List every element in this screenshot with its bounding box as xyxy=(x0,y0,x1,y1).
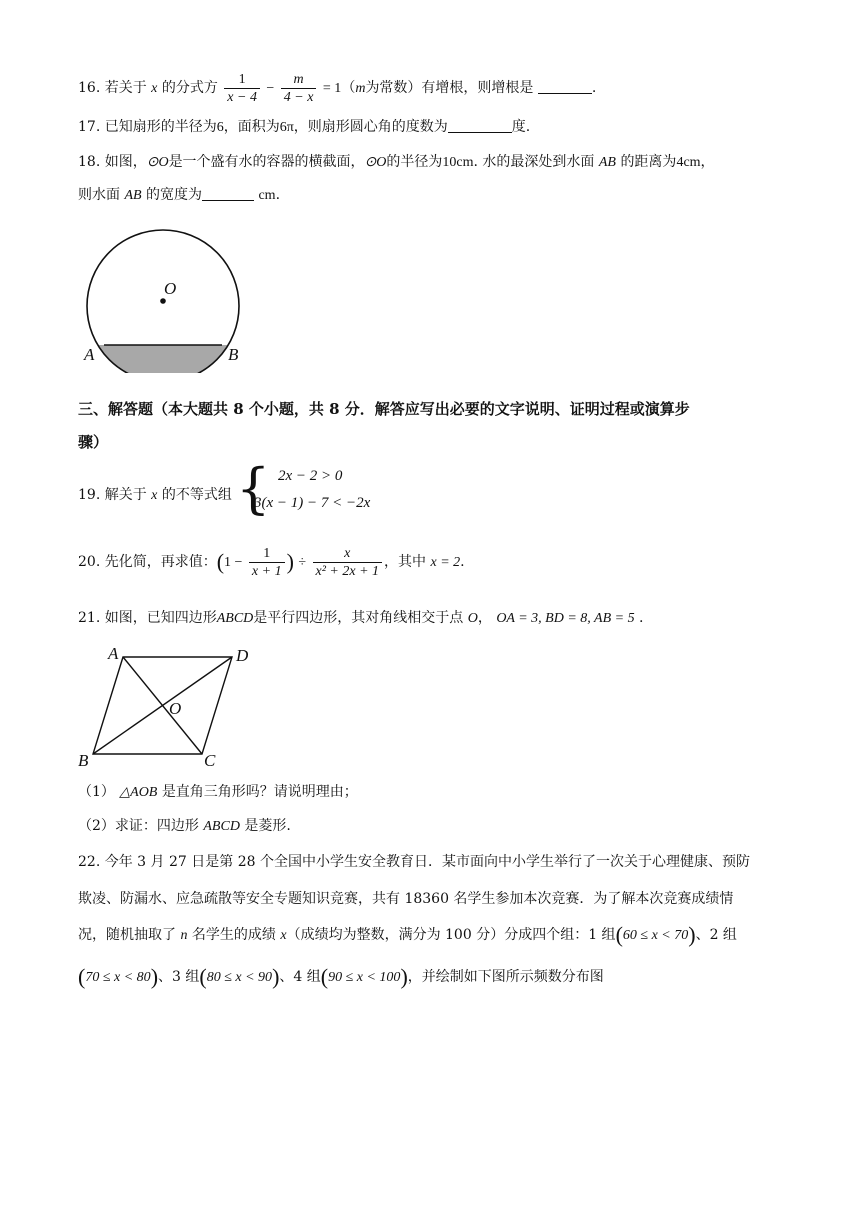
q17-answer-blank[interactable] xyxy=(448,118,512,133)
q22-g4-paren-open: ( xyxy=(320,964,329,989)
q16-number: 16. xyxy=(78,80,101,96)
q21-given: OA = 3, BD = 8, AB = 5 xyxy=(496,611,635,626)
q20-fraction-2 xyxy=(313,545,383,580)
q18-text-c: 的半径为 xyxy=(386,154,443,170)
q21-text-a: 如图，已知四边形 xyxy=(104,610,217,626)
q21-number: 21. xyxy=(78,610,101,626)
q22-line3-a: 况，随机抽取了 xyxy=(78,927,176,943)
q22-text-line-1: 今年 3 月 27 日是第 28 个全国中小学生安全教育日．某市面向中小学生举行了一次关于心理健康、预防 xyxy=(104,854,750,870)
q17-line xyxy=(78,116,530,139)
q22-line3-c: （成绩均为整数，满分为 100 分）分成四个组：1 组 xyxy=(286,927,616,943)
q18-line-2 xyxy=(78,184,280,207)
q21-point-o: O xyxy=(467,611,478,626)
q21-subquestion-1 xyxy=(78,781,358,804)
q17-radius: 6 xyxy=(216,120,224,135)
q16-fraction-2 xyxy=(281,71,317,106)
q18-ab-2: AB xyxy=(124,188,142,203)
q18-circle-o-2: ⊙O xyxy=(364,155,387,170)
q17-text-a: 已知扇形的半径为 xyxy=(104,119,217,135)
q22-var-n: n xyxy=(180,928,188,943)
q21-label-c: C xyxy=(204,751,216,770)
q22-group-4-range: 90 ≤ x < 100 xyxy=(328,970,401,985)
q16-fraction-1-denominator: x − 4 xyxy=(224,88,260,106)
q21-end: . xyxy=(639,610,644,626)
q20-fraction-1 xyxy=(249,545,285,580)
q19-line xyxy=(78,484,232,507)
section-3-heading-line-2: 骤） xyxy=(78,433,109,451)
q22-line3-b: 名学生的成绩 xyxy=(191,927,276,943)
section-3-heading-line-1: 三、解答题（本大题共 8 个小题，共 8 分．解答应写出必要的文字说明、证明过程或演算步 xyxy=(78,400,690,418)
q18-label-a: A xyxy=(84,345,95,364)
q19-var-x: x xyxy=(151,488,158,503)
q18-center-dot xyxy=(160,298,166,304)
q22-g2-paren-open: ( xyxy=(78,964,86,989)
q17-text-c: ，则扇形圆心角的度数为 xyxy=(293,119,448,135)
q18-text-b: 是一个盛有水的容器的横截面， xyxy=(168,154,365,170)
q16-fraction-2-numerator: m xyxy=(293,71,304,87)
q18-text-e: 的距离为 xyxy=(620,154,677,170)
q22-group-3-range: 80 ≤ x < 90 xyxy=(206,970,273,985)
q22-group-1-range: 60 ≤ x < 70 xyxy=(622,928,689,943)
q18-water-segment xyxy=(80,345,250,373)
q18-circle-o: ⊙O xyxy=(146,155,169,170)
q20-text: 先化简，再求值： xyxy=(104,554,217,570)
q16-fraction-1-numerator: 1 xyxy=(238,71,246,87)
q22-g4-paren-close: ) xyxy=(400,964,408,989)
q22-group-2-range: 70 ≤ x < 80 xyxy=(85,970,151,985)
q21-sub2-text-b: 是菱形. xyxy=(244,818,291,834)
q20-end: . xyxy=(460,554,465,570)
q18-text-f: ， xyxy=(700,154,715,170)
q21-line xyxy=(78,607,643,630)
q16-var-x: x xyxy=(151,81,158,96)
q17-text-b: ，面积为 xyxy=(223,119,280,135)
q20-paren-close: ) xyxy=(286,549,294,574)
q18-text-d: . 水的最深处到水面 xyxy=(473,154,595,170)
q19-inequality-1: 2x − 2 > 0 xyxy=(278,468,343,484)
q22-g1-paren-open: ( xyxy=(615,922,623,947)
q18-text-a: 如图， xyxy=(104,154,147,170)
q16-line xyxy=(78,66,596,111)
q16-equals: = 1 xyxy=(322,81,342,96)
q16-paren-open: （ xyxy=(341,80,356,96)
q22-g2-paren-close: ) xyxy=(150,964,159,989)
q20-condition: x = 2 xyxy=(430,555,461,570)
q18-depth: 4cm xyxy=(676,155,701,170)
q16-text: 若关于 xyxy=(104,80,147,96)
q19-inequality-2: 3(x − 1) − 7 < −2x xyxy=(254,495,371,511)
q18-unit: cm xyxy=(258,188,276,203)
q22-g3-paren-open: ( xyxy=(199,964,207,989)
q20-number: 20. xyxy=(78,554,101,570)
q21-sub2-text-a: 求证：四边形 xyxy=(114,818,199,834)
q20-fraction-1-numerator: 1 xyxy=(263,545,271,561)
q20-one-minus: 1 − xyxy=(224,555,243,570)
q20-divide: ÷ xyxy=(298,555,307,570)
q17-area: 6π xyxy=(279,120,294,135)
q21-label-o: O xyxy=(169,699,182,718)
q21-label-b: B xyxy=(78,751,89,770)
q16-paren-text: 为常数）有增根，则增根是 xyxy=(365,80,534,96)
q17-number: 17. xyxy=(78,119,101,135)
q22-line4-a: 、3 组 xyxy=(158,969,200,985)
q20-tail: ，其中 xyxy=(384,554,427,570)
q20-fraction-2-denominator: x² + 2x + 1 xyxy=(313,562,383,580)
q22-line3-d: 、2 组 xyxy=(695,927,737,943)
q19-system-brace: { xyxy=(236,457,271,520)
q17-end: 度. xyxy=(511,119,531,135)
q22-line-4 xyxy=(78,966,604,989)
q21-abcd: ABCD xyxy=(216,611,254,626)
q16-answer-blank[interactable] xyxy=(538,79,592,94)
q21-sub1-text: 是直角三角形吗？请说明理由； xyxy=(161,784,358,800)
q16-minus: − xyxy=(266,81,275,96)
q16-text-mid: 的分式方 xyxy=(161,80,218,96)
q21-sub2-number: （2） xyxy=(78,818,115,834)
q18-label-o: O xyxy=(164,279,177,298)
q21-text-c: ， xyxy=(477,610,492,626)
q22-var-x: x xyxy=(280,928,287,943)
q21-sub1-number: （1） xyxy=(78,784,115,800)
q22-line-3 xyxy=(78,924,737,947)
q22-g3-paren-close: ) xyxy=(272,964,280,989)
q18-circle-figure xyxy=(80,228,250,373)
q20-line xyxy=(78,540,465,585)
q21-subquestion-2 xyxy=(78,815,291,838)
q18-radius: 10cm xyxy=(442,155,474,170)
q19-text-b: 的不等式组 xyxy=(161,487,232,503)
q18-label-b: B xyxy=(228,345,239,364)
q22-line-2: 欺凌、防漏水、应急疏散等安全专题知识竞赛，共有 18360 名学生参加本次竞赛．为了解本次竞赛成绩情 xyxy=(78,891,734,907)
q18-line2-a: 则水面 xyxy=(78,187,120,203)
q21-parallelogram-figure xyxy=(76,642,266,772)
q16-fraction-1 xyxy=(224,71,260,106)
q19-text: 解关于 xyxy=(104,487,147,503)
q18-number: 18. xyxy=(78,154,101,170)
q22-number: 22. xyxy=(78,854,101,870)
q21-sub1-triangle: △AOB xyxy=(119,785,158,800)
q18-ab: AB xyxy=(598,155,616,170)
q22-line4-c: ，并绘制如下图所示频数分布图 xyxy=(407,969,604,985)
q21-diagonal-bd xyxy=(93,657,232,754)
q16-fraction-2-denominator: 4 − x xyxy=(281,88,317,106)
q20-fraction-2-numerator: x xyxy=(344,545,351,561)
q16-var-m: m xyxy=(355,81,366,96)
q20-paren-open: ( xyxy=(216,549,225,574)
q22-line-1 xyxy=(78,851,750,873)
q21-label-d: D xyxy=(236,646,249,665)
q20-fraction-1-denominator: x + 1 xyxy=(249,562,285,580)
q22-g1-paren-close: ) xyxy=(688,922,696,947)
q21-text-b: 是平行四边形，其对角线相交于点 xyxy=(253,610,464,626)
q18-answer-blank[interactable] xyxy=(202,186,254,201)
q18-line2-b: 的宽度为 xyxy=(146,187,203,203)
q22-line4-b: 、4 组 xyxy=(279,969,321,985)
q18-line-1 xyxy=(78,151,715,174)
q21-sub2-abcd: ABCD xyxy=(203,819,240,834)
q18-end: . xyxy=(275,187,281,203)
q16-end: . xyxy=(591,80,597,96)
q21-label-a: A xyxy=(108,644,119,663)
q19-number: 19. xyxy=(78,487,101,503)
